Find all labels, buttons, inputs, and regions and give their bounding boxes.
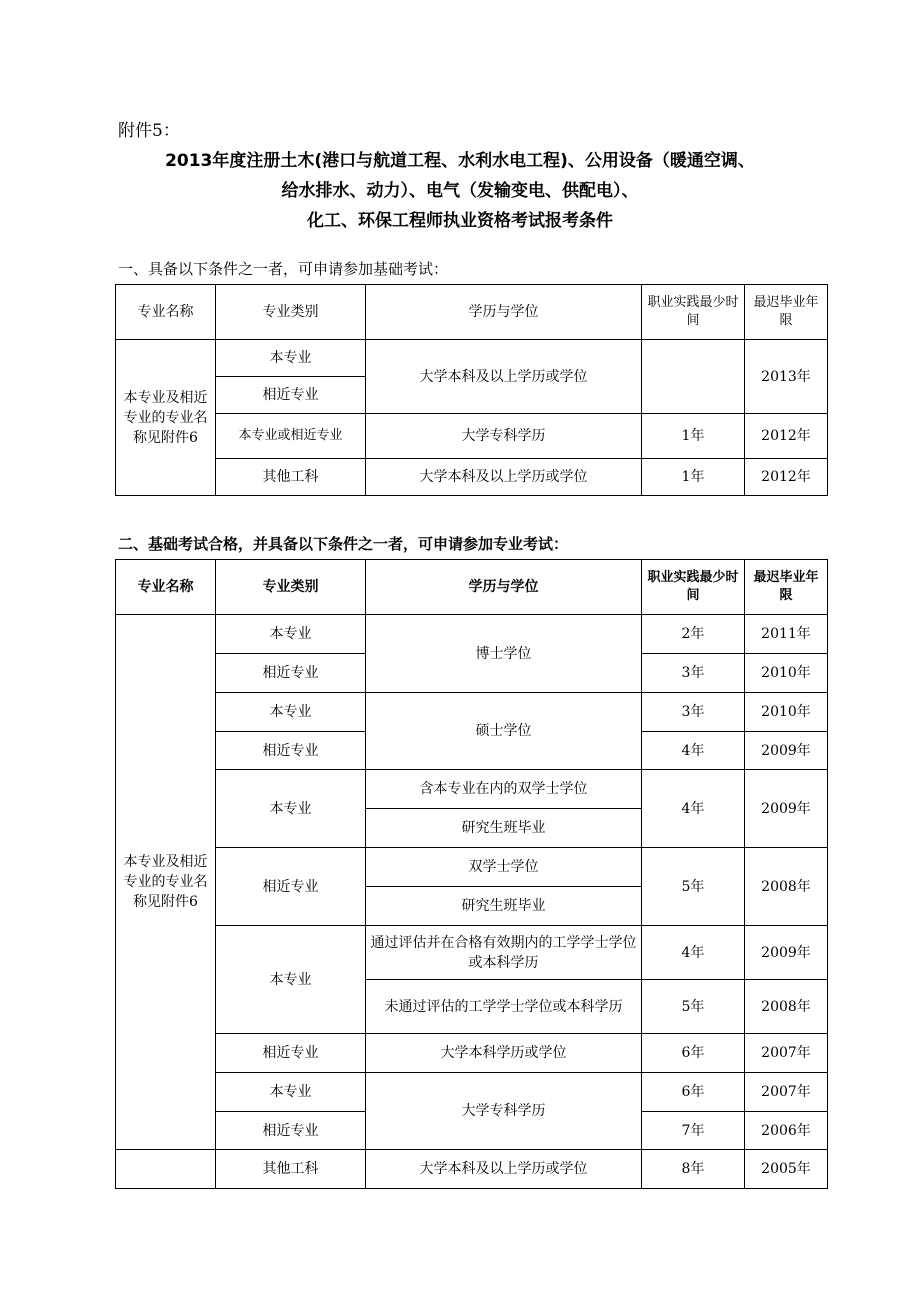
table-row [116, 615, 828, 654]
grad-cell: 2009年 [745, 770, 828, 848]
grad-cell: 2012年 [745, 414, 828, 459]
header-category: 专业类别 [216, 560, 366, 615]
grad-cell: 2010年 [745, 654, 828, 693]
table-row [116, 1150, 828, 1189]
header-grad: 最迟毕业年限 [745, 285, 828, 340]
degree-cell: 双学士学位 [366, 848, 642, 887]
title-line-2: 给水排水、动力）、电气（发输变电、供配电）、 [281, 181, 639, 201]
grad-cell: 2010年 [745, 693, 828, 732]
category-cell: 本专业 [216, 1073, 366, 1112]
table-row [116, 414, 828, 459]
category-cell: 其他工科 [216, 1150, 366, 1189]
degree-cell: 通过评估并在合格有效期内的工学学士学位或本科学历 [366, 926, 642, 980]
category-cell: 相近专业 [216, 1034, 366, 1073]
basic-exam-table [115, 284, 828, 496]
grad-cell: 2006年 [745, 1112, 828, 1150]
degree-cell: 大学本科及以上学历或学位 [366, 1150, 642, 1189]
practice-cell: 3年 [642, 693, 745, 732]
table-header-row [116, 560, 828, 615]
degree-cell: 未通过评估的工学学士学位或本科学历 [366, 980, 642, 1034]
header-grad: 最迟毕业年限 [745, 560, 828, 615]
major-name-cell-empty [116, 1150, 216, 1189]
grad-cell: 2005年 [745, 1150, 828, 1189]
section2-heading: 二、基础考试合格，并具备以下条件之一者，可申请参加专业考试： [118, 535, 569, 553]
header-practice: 职业实践最少时间 [642, 285, 745, 340]
header-name: 专业名称 [116, 560, 216, 615]
section1-heading: 一、具备以下条件之一者，可申请参加基础考试： [118, 260, 449, 278]
degree-cell: 大学本科及以上学历或学位 [366, 340, 642, 414]
degree-cell: 含本专业在内的双学士学位 [366, 770, 642, 809]
grad-cell: 2007年 [745, 1073, 828, 1112]
grad-cell: 2008年 [745, 848, 828, 926]
grad-cell: 2012年 [745, 459, 828, 496]
table-row [116, 340, 828, 377]
title-line-3: 化工、环保工程师执业资格考试报考条件 [307, 211, 613, 231]
header-degree: 学历与学位 [366, 285, 642, 340]
table-header-row [116, 285, 828, 340]
grad-cell: 2009年 [745, 926, 828, 980]
degree-cell: 硕士学位 [366, 693, 642, 770]
header-category: 专业类别 [216, 285, 366, 340]
category-cell: 本专业 [216, 770, 366, 848]
major-name-cell: 本专业及相近专业的专业名称见附件6 [116, 615, 216, 1150]
attachment-label: 附件5： [118, 121, 180, 141]
category-cell: 相近专业 [216, 848, 366, 926]
degree-cell: 大学本科学历或学位 [366, 1034, 642, 1073]
practice-cell: 5年 [642, 848, 745, 926]
category-cell: 相近专业 [216, 732, 366, 770]
table-row [116, 770, 828, 809]
category-cell: 本专业 [216, 615, 366, 654]
category-cell: 本专业 [216, 693, 366, 732]
table-row [116, 459, 828, 496]
category-cell: 其他工科 [216, 459, 366, 496]
category-cell: 相近专业 [216, 1112, 366, 1150]
practice-cell: 1年 [642, 459, 745, 496]
degree-cell: 研究生班毕业 [366, 809, 642, 848]
practice-cell: 6年 [642, 1073, 745, 1112]
title-line-1: 2013年度注册土木(港口与航道工程、水利水电工程)、公用设备（暖通空调、 [165, 151, 755, 171]
header-practice: 职业实践最少时间 [642, 560, 745, 615]
grad-cell: 2008年 [745, 980, 828, 1034]
grad-cell: 2013年 [745, 340, 828, 414]
header-name: 专业名称 [116, 285, 216, 340]
degree-cell: 大学专科学历 [366, 414, 642, 459]
category-cell: 本专业 [216, 926, 366, 1034]
table-row [116, 848, 828, 887]
grad-cell: 2009年 [745, 732, 828, 770]
degree-cell: 大学本科及以上学历或学位 [366, 459, 642, 496]
major-name-cell: 本专业及相近专业的专业名称见附件6 [116, 340, 216, 496]
table-row [116, 693, 828, 732]
table-row [116, 1073, 828, 1112]
practice-cell: 5年 [642, 980, 745, 1034]
practice-cell [642, 340, 745, 414]
grad-cell: 2007年 [745, 1034, 828, 1073]
grad-cell: 2011年 [745, 615, 828, 654]
table-row [116, 926, 828, 980]
category-cell: 相近专业 [216, 654, 366, 693]
practice-cell: 4年 [642, 770, 745, 848]
practice-cell: 2年 [642, 615, 745, 654]
degree-cell: 博士学位 [366, 615, 642, 693]
degree-cell: 大学专科学历 [366, 1073, 642, 1150]
practice-cell: 4年 [642, 926, 745, 980]
practice-cell: 8年 [642, 1150, 745, 1189]
practice-cell: 3年 [642, 654, 745, 693]
header-degree: 学历与学位 [366, 560, 642, 615]
category-cell: 相近专业 [216, 377, 366, 414]
category-cell: 本专业 [216, 340, 366, 377]
degree-cell: 研究生班毕业 [366, 887, 642, 926]
practice-cell: 6年 [642, 1034, 745, 1073]
practice-cell: 7年 [642, 1112, 745, 1150]
category-cell: 本专业或相近专业 [216, 414, 366, 459]
practice-cell: 1年 [642, 414, 745, 459]
practice-cell: 4年 [642, 732, 745, 770]
table-row [116, 1034, 828, 1073]
professional-exam-table [115, 559, 828, 1189]
